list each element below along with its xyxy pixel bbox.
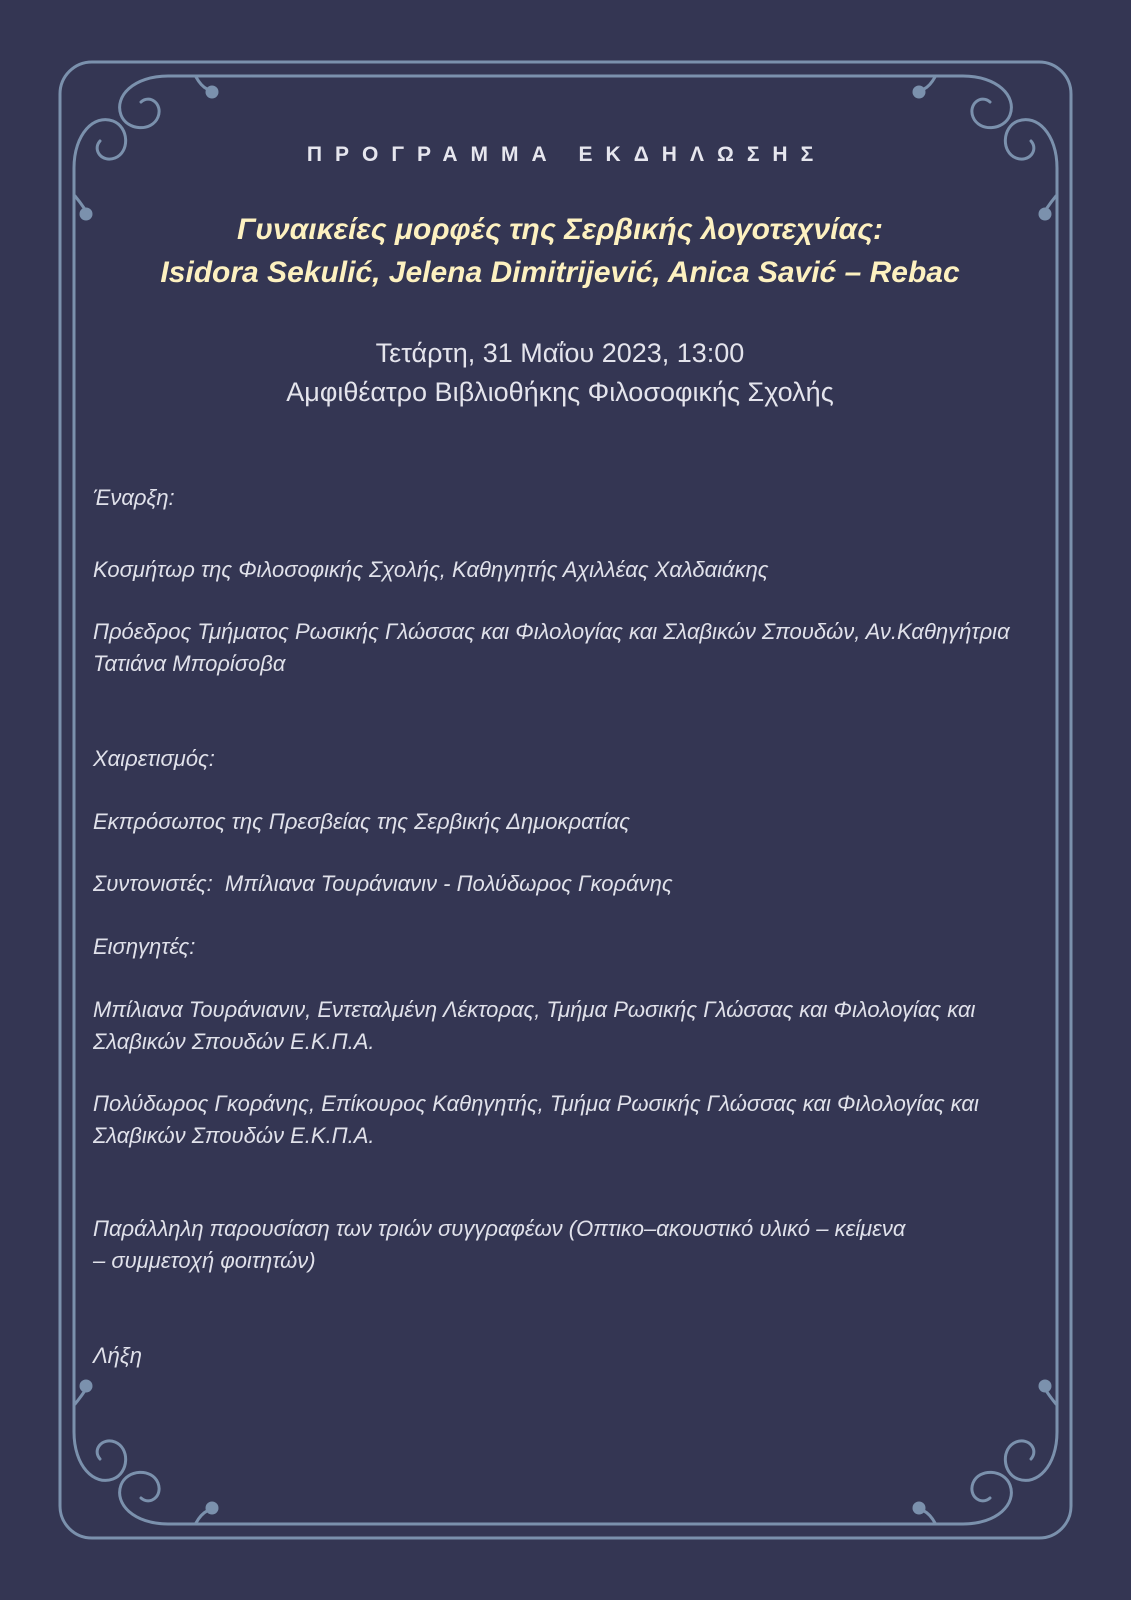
corner-ornament-bottom-left — [74, 1350, 250, 1524]
opening-label: Έναρξη: — [93, 485, 175, 510]
parallel-presentation — [93, 1213, 905, 1277]
greeting-label: Χαιρετισμός: — [93, 746, 215, 771]
event-venue: Αμφιθέατρο Βιβλιοθήκης Φιλοσοφικής Σχολής — [286, 377, 834, 407]
speaker-1-line: Σλαβικών Σπουδών Ε.Κ.Π.Α. — [93, 1029, 375, 1054]
moderators: Συντονιστές: Μπίλιανα Τουράνιανιν - Πολύδωρος Γκοράνης — [93, 871, 673, 896]
speaker-2-line: Σλαβικών Σπουδών Ε.Κ.Π.Α. — [93, 1123, 375, 1148]
parallel-presentation-line: Παράλληλη παρουσίαση των τριών συγγραφέων (Οπτικο–ακουστικό υλικό – κείμενα — [93, 1216, 906, 1241]
event-title-authors: Isidora Sekulić, Jelena Dimitrijević, Anica Savić – Rebac — [160, 256, 960, 289]
event-details — [50, 334, 1070, 412]
program-heading: ΠΡΟΓΡΑΜΜΑ ΕΚΔΗΛΩΣΗΣ — [306, 143, 827, 166]
corner-ornament-bottom-right — [881, 1350, 1057, 1524]
department-chair-line: Πρόεδρος Τμήματος Ρωσικής Γλώσσας και Φιλολογίας και Σλαβικών Σπουδών, Αν.Καθηγήτρια — [93, 619, 1010, 644]
speaker-2-line: Πολύδωρος Γκοράνης, Επίκουρος Καθηγητής, Τμήμα Ρωσικής Γλώσσας και Φιλολογίας και — [93, 1091, 979, 1116]
event-datetime: Τετάρτη, 31 Μαΐου 2023, 13:00 — [375, 338, 745, 368]
speaker-2 — [93, 1088, 979, 1152]
closing-label: Λήξη — [93, 1343, 142, 1368]
department-chair-welcome — [93, 616, 1010, 680]
parallel-presentation-line: – συμμετοχή φοιτητών) — [93, 1248, 316, 1273]
embassy-representative: Εκπρόσωπος της Πρεσβείας της Σερβικής Δημοκρατίας — [93, 809, 631, 834]
department-chair-line: Τατιάνα Μπορίσοβα — [93, 651, 286, 676]
event-title-line: Γυναικείες μορφές της Σερβικής λογοτεχνίας: — [236, 213, 884, 246]
speakers-label: Εισηγητές: — [93, 934, 196, 959]
speaker-1-line: Μπίλιανα Τουράνιανιν, Εντεταλμένη Λέκτορας, Τμήμα Ρωσικής Γλώσσας και Φιλολογίας και — [93, 997, 976, 1022]
speaker-1 — [93, 994, 975, 1058]
dean-welcome: Κοσμήτωρ της Φιλοσοφικής Σχολής, Καθηγητής Αχιλλέας Χαλδαιάκης — [93, 557, 769, 582]
event-title — [50, 208, 1070, 294]
